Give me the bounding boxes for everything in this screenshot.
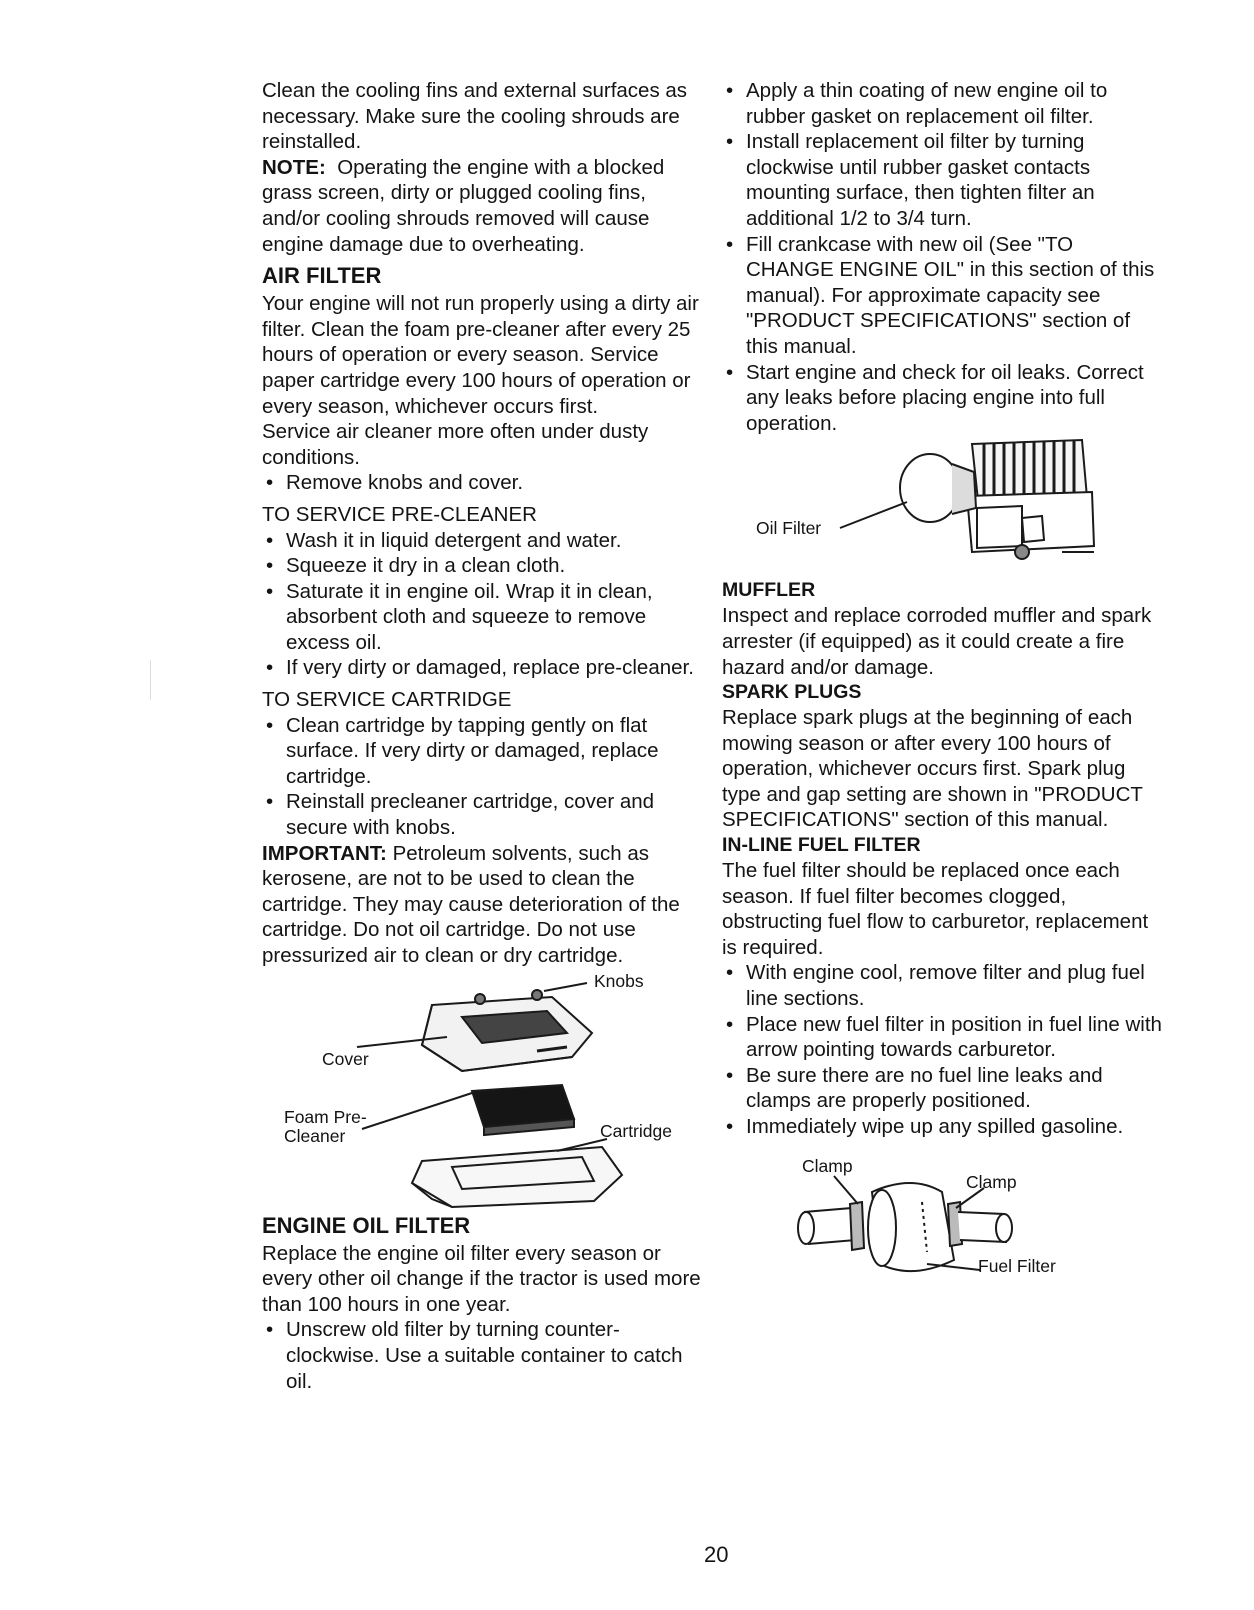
inline-fuel-filter-paragraph: The fuel filter should be replaced once each season. If fuel filter becomes clogged, obstructing fuel flow to carburetor, replacement is required. bbox=[722, 859, 1149, 959]
list-item: • Clean cartridge by tapping gently on flat surface. If very dirty or damaged, replace cartridge. bbox=[262, 713, 702, 790]
important-paragraph bbox=[262, 841, 702, 969]
muffler-paragraph: Inspect and replace corroded muffler and spark arrester (if equipped) as it could create a fire hazard and/or damage. bbox=[722, 604, 1152, 679]
right-column bbox=[722, 78, 1162, 1302]
cartridge-list bbox=[262, 713, 702, 841]
fuel-filter-illustration bbox=[722, 1152, 1162, 1302]
list-item: • Apply a thin coating of new engine oil to rubber gasket on replacement oil filter. bbox=[722, 78, 1162, 129]
cartridge-label: Cartridge bbox=[600, 1120, 672, 1141]
air-filter-paragraph-2: Service air cleaner more often under dusty conditions. bbox=[262, 420, 649, 469]
air-filter-paragraph-1: Your engine will not run properly using a dirty air filter. Clean the foam pre-cleaner after every 25 hours of operation or every season. Service paper cartridge every 100 hours of operation or every season, whichever occurs first. bbox=[262, 292, 699, 418]
fuel-filter-list bbox=[722, 960, 1162, 1139]
list-item: • Unscrew old filter by turning counter-clockwise. Use a suitable container to catch oil. bbox=[262, 1317, 702, 1394]
foam-precleaner-label-line-1: Foam Pre- bbox=[284, 1106, 367, 1127]
list-item: • Be sure there are no fuel line leaks and clamps are properly positioned. bbox=[722, 1063, 1162, 1114]
cartridge-heading: TO SERVICE CARTRIDGE bbox=[262, 688, 512, 712]
engine-oil-filter-list bbox=[262, 1317, 702, 1394]
oil-filter-label: Oil Filter bbox=[756, 518, 822, 539]
note-label: NOTE: bbox=[262, 155, 326, 179]
air-cleaner-figure bbox=[262, 961, 702, 1211]
air-filter-heading: AIR FILTER bbox=[262, 263, 382, 289]
list-item: • Place new fuel filter in position in fuel line with arrow pointing towards carburetor. bbox=[722, 1012, 1162, 1063]
spark-plugs-heading: SPARK PLUGS bbox=[722, 681, 862, 704]
cooling-intro: Clean the cooling fins and external surfaces as necessary. Make sure the cooling shrouds are reinstalled. bbox=[262, 79, 688, 154]
muffler-heading: MUFFLER bbox=[722, 579, 816, 602]
engine-oil-filter-heading: ENGINE OIL FILTER bbox=[262, 1212, 471, 1238]
list-item: • With engine cool, remove filter and plug fuel line sections. bbox=[722, 960, 1162, 1011]
important-label: IMPORTANT: bbox=[262, 841, 387, 865]
list-item: • If very dirty or damaged, replace pre-cleaner. bbox=[262, 655, 702, 681]
engine-oil-filter-paragraph: Replace the engine oil filter every season or every other oil change if the tractor is used more than 100 hours in one year. bbox=[262, 1241, 701, 1316]
fuel-filter-figure bbox=[722, 1152, 1162, 1302]
list-item: • Reinstall precleaner cartridge, cover and secure with knobs. bbox=[262, 789, 702, 840]
list-item: • Wash it in liquid detergent and water. bbox=[262, 528, 702, 554]
list-item: • Immediately wipe up any spilled gasoline. bbox=[722, 1114, 1162, 1140]
fuel-filter-label: Fuel Filter bbox=[978, 1255, 1056, 1276]
spark-plugs-paragraph: Replace spark plugs at the beginning of each mowing season or after every 100 hours of operation, whichever occurs first. Spark plug type and gap setting are shown in "PRODUCT SPECIFICATIONS" section of this manual. bbox=[722, 706, 1143, 832]
oil-filter-figure bbox=[722, 436, 1162, 576]
precleaner-heading: TO SERVICE PRE-CLEANER bbox=[262, 502, 537, 526]
list-item: • Start engine and check for oil leaks. Correct any leaks before placing engine into full operation. bbox=[722, 360, 1162, 437]
oil-filter-steps-list bbox=[722, 78, 1162, 436]
page-number: 20 bbox=[704, 1542, 729, 1567]
note-paragraph bbox=[262, 155, 702, 257]
air-filter-list bbox=[262, 470, 702, 496]
foam-precleaner-label-line-2: Cleaner bbox=[284, 1125, 346, 1146]
oil-filter-illustration bbox=[722, 436, 1162, 576]
clamp-right-label: Clamp bbox=[966, 1171, 1017, 1192]
cover-label: Cover bbox=[322, 1048, 369, 1069]
clamp-left-label: Clamp bbox=[802, 1155, 853, 1176]
list-item: • Remove knobs and cover. bbox=[262, 470, 702, 496]
inline-fuel-filter-heading: IN-LINE FUEL FILTER bbox=[722, 834, 921, 857]
list-item: • Squeeze it dry in a clean cloth. bbox=[262, 553, 702, 579]
air-cleaner-illustration bbox=[262, 961, 702, 1211]
list-item: • Saturate it in engine oil. Wrap it in clean, absorbent cloth and squeeze to remove excess oil. bbox=[262, 579, 702, 656]
knobs-label: Knobs bbox=[594, 970, 644, 991]
precleaner-list bbox=[262, 528, 702, 682]
note-text: Operating the engine with a blocked grass screen, dirty or plugged cooling fins, and/or cooling shrouds removed will cause engine damage due to overheating. bbox=[262, 155, 665, 256]
scan-mark bbox=[150, 660, 151, 700]
list-item: • Install replacement oil filter by turning clockwise until rubber gasket contacts mounting surface, then tighten filter an additional 1/2 to 3/4 turn. bbox=[722, 129, 1162, 231]
important-text: Petroleum solvents, such as kerosene, are not to be used to clean the cartridge. They may cause deterioration of the cartridge. Do not oil cartridge. Do not use pressurized air to clean or dry cartridge. bbox=[262, 841, 680, 967]
left-column bbox=[262, 78, 702, 1394]
list-item: • Fill crankcase with new oil (See "TO CHANGE ENGINE OIL" in this section of this manual). For approximate capacity see "PRODUCT SPECIFICATIONS" section of this manual. bbox=[722, 232, 1162, 360]
